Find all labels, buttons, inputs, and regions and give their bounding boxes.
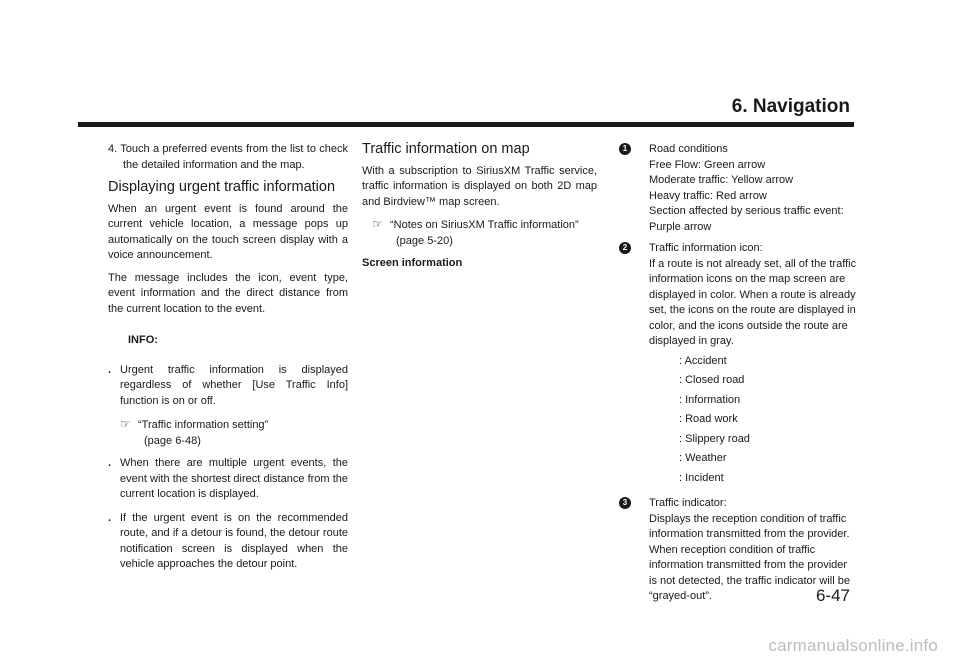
- bullet-item: [108, 456, 348, 503]
- pointing-hand-icon: ☞: [120, 417, 131, 431]
- column-middle: [362, 142, 597, 279]
- bullet-text: If the urgent event is on the recommended route, and if a detour is found, the detour route notification screen is displayed when the vehicle approaches the detour point.: [120, 511, 348, 570]
- section-heading-traffic-map: Traffic information on map: [362, 141, 530, 157]
- traffic-icon-list: [649, 354, 857, 491]
- callout-number-icon: 3: [619, 497, 631, 509]
- paragraph-urgent-2: The message includes the icon, event type, event information and the direct distance from the current location to the event.: [108, 271, 348, 315]
- reference-page: (page 6-48): [144, 434, 201, 447]
- item-title: Traffic information icon:: [649, 242, 763, 254]
- paragraph-traffic-map: With a subscription to SiriusXM Traffic service, traffic information is displayed on both 2D map and Birdview™ map screen.: [362, 164, 597, 208]
- reference-title: “Traffic information setting”: [138, 419, 269, 431]
- item-line: Moderate traffic: Yellow arrow: [649, 174, 794, 186]
- callout-number-icon: 2: [619, 242, 631, 254]
- callout-number-icon: 1: [619, 143, 631, 155]
- callout-item-2: [617, 241, 857, 490]
- bullet-text: Urgent traffic information is displayed regardless of whether [Use Traffic Info] function is on or off.: [120, 363, 348, 407]
- information-icon-label: : Information: [679, 393, 741, 406]
- item-title: Traffic indicator:: [649, 497, 727, 509]
- pointing-hand-icon: ☞: [372, 217, 383, 231]
- page-reference[interactable]: [120, 417, 348, 449]
- info-label: INFO:: [128, 334, 158, 346]
- screen-information-heading: Screen information: [362, 257, 463, 269]
- bullet-item: [108, 511, 348, 573]
- header-rule: [78, 122, 854, 127]
- section-heading-urgent: Displaying urgent traffic information: [108, 179, 336, 195]
- slippery-road-icon-label: : Slippery road: [679, 432, 750, 445]
- item-line: Road conditions: [649, 143, 728, 155]
- reference-page: (page 5-20): [396, 234, 453, 247]
- weather-icon-label: : Weather: [679, 452, 727, 464]
- bullet-dot: .: [108, 363, 112, 376]
- callout-item-1: [617, 142, 857, 235]
- bullet-dot: .: [108, 511, 112, 524]
- road-work-icon-label: : Road work: [679, 413, 738, 425]
- paragraph-urgent-1: When an urgent event is found around the current vehicle location, a message pops up automatically on the touch screen display with a voice announcement.: [108, 202, 348, 261]
- watermark: carmanualsonline.info: [768, 636, 938, 655]
- bullet-item: [108, 363, 348, 410]
- accident-icon-label: : Accident: [679, 354, 727, 367]
- column-right: [617, 142, 857, 611]
- incident-icon-label: : Incident: [679, 471, 724, 484]
- item-line: Free Flow: Green arrow: [649, 158, 766, 171]
- step-4: 4. Touch a preferred events from the list to check the detailed information and the map.: [108, 143, 348, 171]
- item-description: Displays the reception condition of traffic information transmitted from the provider. When reception condition of traffic information transmitted from the provider is not detected, the traffic indicator will be “grayed-out”.: [649, 512, 850, 602]
- column-left: [108, 142, 348, 581]
- chapter-title: 6. Navigation: [731, 96, 850, 117]
- item-line: Heavy traffic: Red arrow: [649, 189, 767, 202]
- page-number: 6-47: [815, 586, 850, 605]
- item-line: Section affected by serious traffic event: Purple arrow: [649, 205, 844, 233]
- closed-road-icon-label: : Closed road: [679, 374, 745, 386]
- reference-title: “Notes on SiriusXM Traffic information”: [390, 219, 579, 231]
- item-description: If a route is not already set, all of the traffic information icons on the map screen are displayed in color. When a route is already set, the icons on the route are displayed in color, and the icons outside the route are displayed in gray.: [649, 257, 857, 347]
- page-reference[interactable]: [372, 217, 597, 249]
- bullet-dot: .: [108, 457, 112, 469]
- bullet-text: When there are multiple urgent events, the event with the shortest direct distance from the current location is displayed.: [120, 457, 348, 500]
